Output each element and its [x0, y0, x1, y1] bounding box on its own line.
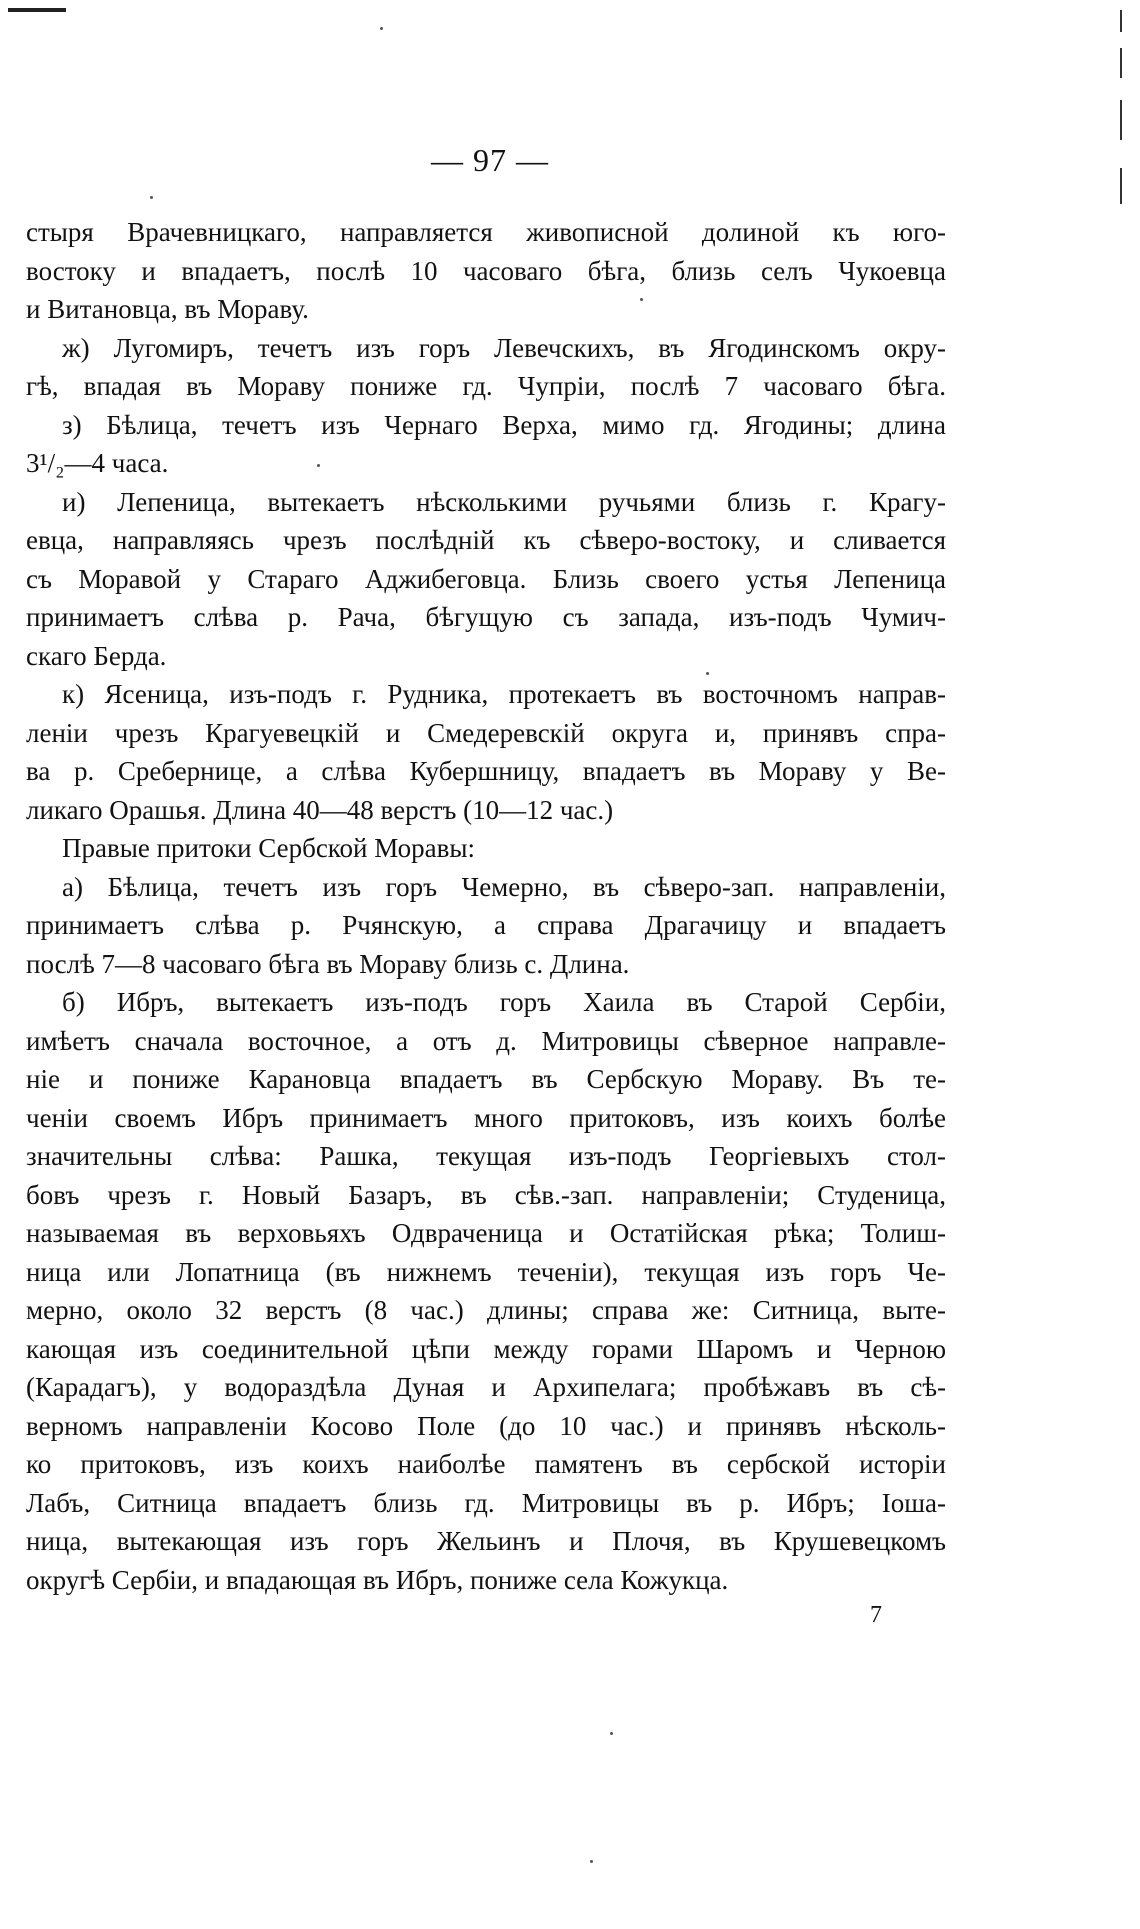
text-line: стыря Врачевницкаго, направляется живописной долиной къ юго-: [26, 217, 946, 247]
text-line: ва р. Сребернице, а слѣва Кубершницу, впадаетъ въ Мораву у Ве-: [26, 756, 946, 786]
text-line: называемая въ верховьяхъ Одвраченица и Остатійская рѣка; Толиш-: [26, 1218, 946, 1248]
text-line: ченіи своемъ Ибръ принимаетъ много притоковъ, изъ коихъ болѣе: [26, 1102, 946, 1133]
scan-edge-mark: [1120, 48, 1122, 78]
text-line: и Витановца, въ Мораву.: [26, 294, 309, 324]
text-line: ликаго Орашья. Длина 40—48 верстъ (10—12 час.): [26, 794, 614, 825]
text-line: бовъ чрезъ г. Новый Базаръ, въ сѣв.-зап. направленіи; Студеница,: [26, 1179, 946, 1210]
text-line: значительны слѣва: Рашка, текущая изъ-подъ Георгіевыхъ стол-: [26, 1141, 946, 1171]
scan-speck: [380, 27, 383, 30]
scan-edge-mark: [1120, 10, 1122, 32]
text-line: ко притоковъ, изъ коихъ наиболѣе памятенъ въ сербской исторіи: [26, 1449, 946, 1479]
text-line: б) Ибръ, вытекаетъ изъ-подъ горъ Хаила въ Старой Сербіи,: [62, 987, 946, 1017]
text-line: гѣ, впадая въ Мораву пониже гд. Чупріи, послѣ 7 часоваго бѣга.: [26, 371, 946, 401]
scan-corner-mark: [8, 8, 66, 12]
text-line: съ Моравой у Стараго Аджибеговца. Близь своего устья Лепеница: [26, 563, 946, 594]
text-line: ница или Лопатница (въ нижнемъ теченіи), текущая изъ горъ Че-: [26, 1256, 946, 1287]
text-line: Лабъ, Ситница впадаетъ близь гд. Митровицы въ р. Ибръ; Іоша-: [26, 1487, 946, 1518]
text-line: ница, вытекающая изъ горъ Жельинъ и Плочя, въ Крушевецкомъ: [26, 1526, 946, 1556]
scan-speck: [150, 196, 153, 199]
text-line: мерно, около 32 верстъ (8 час.) длины; справа же: Ситница, выте-: [26, 1295, 946, 1325]
text-line: кающая изъ соединительной цѣпи между горами Шаромъ и Черною: [26, 1333, 946, 1364]
text-line: леніи чрезъ Крагуевецкій и Смедеревскій округа и, принявъ спра-: [26, 717, 946, 748]
text-line: 3¹/₂—4 часа.: [26, 448, 169, 478]
text-line: з) Бѣлица, течетъ изъ Чернаго Верха, мимо гд. Ягодины; длина: [62, 409, 946, 440]
body-text: [26, 213, 946, 1599]
text-line: верномъ направленіи Косово Поле (до 10 час.) и принявъ нѣсколь-: [26, 1410, 946, 1441]
text-line: округѣ Сербіи, и впадающая въ Ибръ, пониже села Кожукца.: [26, 1564, 729, 1595]
text-line: ж) Лугомиръ, течетъ изъ горъ Левечскихъ, въ Ягодинскомъ окру-: [62, 332, 946, 363]
text-line: а) Бѣлица, течетъ изъ горъ Чемерно, въ сѣверо-зап. направленіи,: [62, 871, 946, 902]
printer-signature: 7: [870, 1602, 882, 1628]
text-line: к) Ясеница, изъ-подъ г. Рудника, протекаетъ въ восточномъ направ-: [62, 679, 946, 709]
scan-speck: [610, 1732, 613, 1735]
text-line: скаго Берда.: [26, 640, 167, 671]
text-line: имѣетъ сначала восточное, а отъ д. Митровицы сѣверное направле-: [26, 1025, 946, 1056]
scan-speck: [590, 1860, 593, 1863]
text-line: ніе и пониже Карановца впадаетъ въ Сербскую Мораву. Въ те-: [26, 1064, 946, 1094]
text-line: и) Лепеница, вытекаетъ нѣсколькими ручьями близь г. Крагу-: [62, 486, 946, 517]
text-line: послѣ 7—8 часоваго бѣга въ Мораву близь с. Длина.: [26, 948, 630, 979]
text-line: востоку и впадаетъ, послѣ 10 часоваго бѣга, близь селъ Чукоевца: [26, 255, 946, 286]
text-line: евца, направляясь чрезъ послѣдній къ сѣверо-востоку, и сливается: [26, 525, 946, 555]
page-number: — 97 —: [431, 142, 549, 178]
text-line: Правые притоки Сербской Моравы:: [62, 833, 475, 863]
text-line: принимаетъ слѣва р. Рача, бѣгущую съ запада, изъ-подъ Чумич-: [26, 602, 946, 632]
scan-edge-mark: [1120, 168, 1122, 204]
scan-edge-mark: [1120, 100, 1122, 140]
text-line: (Карадагъ), у водораздѣла Дуная и Архипелага; пробѣжавъ въ сѣ-: [26, 1372, 946, 1402]
text-line: принимаетъ слѣва р. Рчянскую, а справа Драгачицу и впадаетъ: [26, 910, 946, 940]
